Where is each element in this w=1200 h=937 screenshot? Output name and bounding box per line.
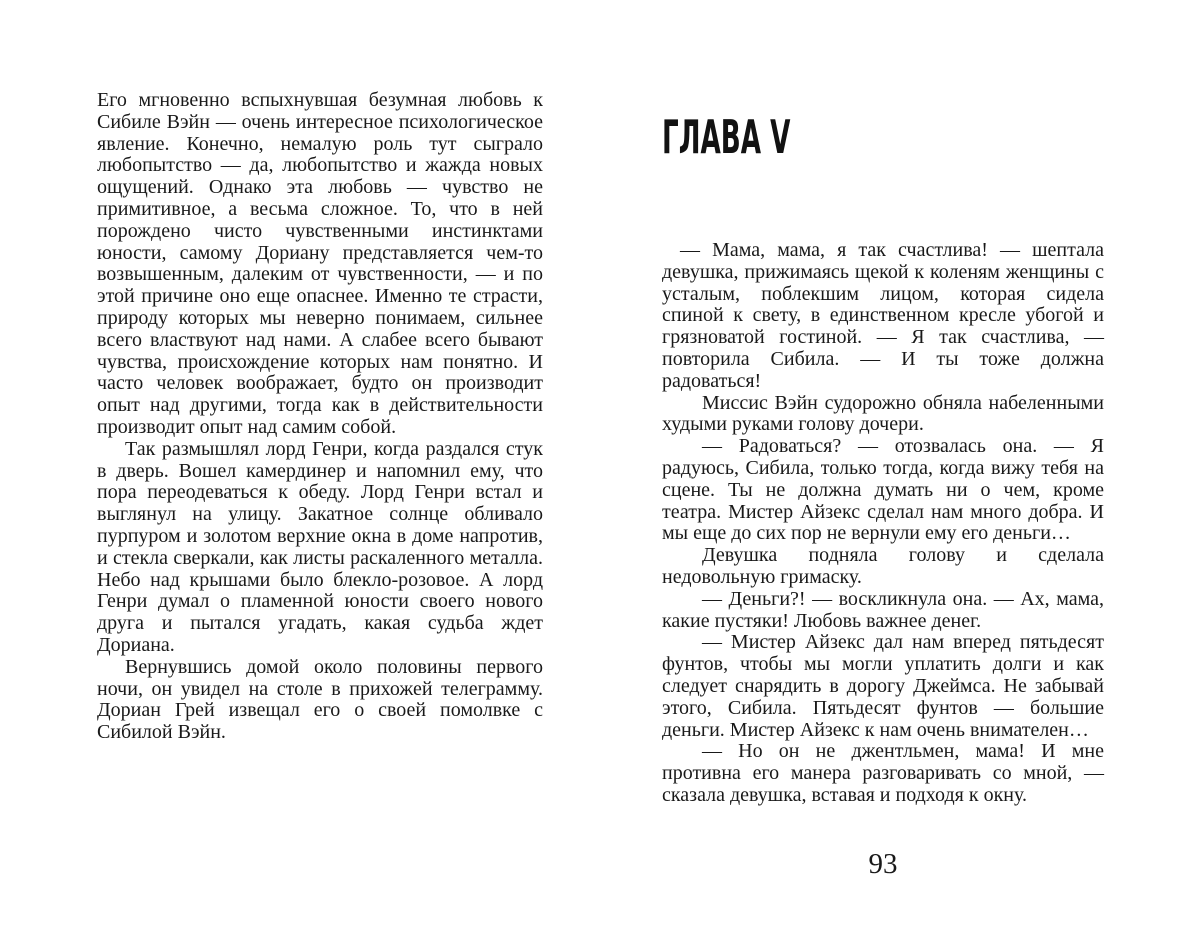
right-page-paragraph-3: — Радоваться? — отозвалась она. — Я радуюсь, Сибила, только тогда, когда вижу тебя на сцене. Ты не должна думать ни о чем, кроме театра. Мистер Айзекс сделал нам много добра. И мы еще до сих пор не вернули ему его деньги… xyxy=(662,435,1104,545)
right-page-paragraph-5: — Деньги?! — воскликнула она. — Ах, мама, какие пустяки! Любовь важнее денег. xyxy=(662,587,1104,632)
chapter-heading-text: ГЛАВА V xyxy=(662,110,791,164)
right-page-paragraph-4: Девушка подняла голову и сделала недовольную гримаску. xyxy=(662,544,1104,588)
right-page-paragraph-6: — Мистер Айзекс дал нам вперед пятьдесят фунтов, чтобы мы могли уплатить долги и как следует снарядить в дорогу Джеймса. Не забывай этого, Сибила. Пятьдесят фунтов — большие деньги. Мистер Айзекс к нам очень внимателен… xyxy=(662,631,1104,741)
page-number: 93 xyxy=(868,848,898,880)
right-page-paragraph-7: — Но он не джентльмен, мама! И мне противна его манера разговаривать со мной, — сказала девушка, вставая и подходя к окну. xyxy=(662,740,1104,806)
right-page-paragraph-2: Миссис Вэйн судорожно обняла набеленными худыми руками голову дочери. xyxy=(662,391,1104,436)
right-page-paragraph-1: — Мама, мама, я так счастлива! — шептала девушка, прижимаясь щекой к коленям женщины с усталым, поблекшим лицом, которая сидела спиной к свету, в единственном кресле убогой и грязноватой гостиной. — Я так счастлива, — повторила Сибила. — И ты тоже должна радоваться! xyxy=(662,239,1104,392)
right-page-body xyxy=(662,240,1104,807)
chapter-heading xyxy=(662,110,887,164)
left-page xyxy=(97,90,543,744)
left-page-paragraph-3: Вернувшись домой около половины первого ночи, он увидел на столе в прихожей телеграмму. Дориан Грей извещал его о своей помолвке с Сибилой Вэйн. xyxy=(97,655,543,744)
left-page-paragraph-2: Так размышлял лорд Генри, когда раздался стук в дверь. Вошел камердинер и напомнил ему, что пора переодеваться к обеду. Лорд Генри встал и выглянул на улицу. Закатное солнце обливало пурпуром и золотом верхние окна в доме напротив, и стекла сверкали, как листы раскаленного металла. Небо над крышами было блекло-розовое. А лорд Генри думал о пламенной юности своего нового друга и пытался угадать, какая судьба ждет Дориана. xyxy=(97,437,543,656)
left-page-paragraph-1: Его мгновенно вспыхнувшая безумная любовь к Сибиле Вэйн — очень интересное психологическое явление. Конечно, немалую роль тут сыграло любопытство — да, любопытство и жажда новых ощущений. Однако эта любовь — чувство не примитивное, а весьма сложное. То, что в ней порождено чисто чувственными инстинктами юности, самому Дориану представляется чем-то возвышенным, далеким от чувственности, — и по этой причине оно еще опаснее. Именно те страсти, природу которых мы неверно понимаем, сильнее всего властвуют над нами. А слабее всего бывают чувства, происхождение которых нам понятно. И часто человек воображает, будто он производит опыт над другими, тогда как в действительности производит опыт над самим собой. xyxy=(97,89,543,438)
right-page xyxy=(662,0,1104,937)
